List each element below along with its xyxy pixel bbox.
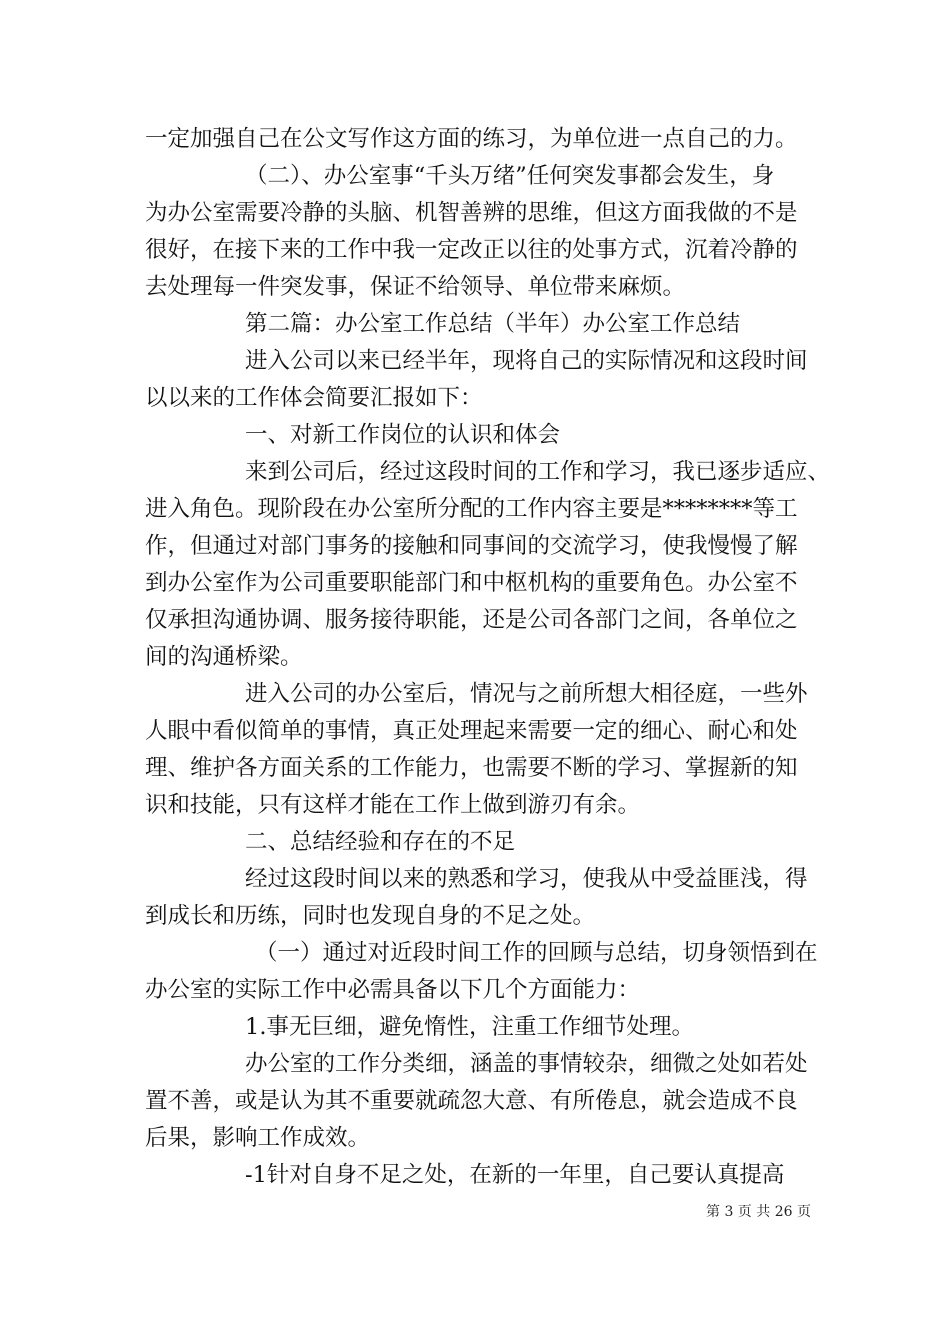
section-heading: 第二篇：办公室工作总结（半年）办公室工作总结 <box>245 311 741 337</box>
text-line: 经过这段时间以来的熟悉和学习，使我从中受益匪浅，得 <box>245 866 808 892</box>
text-line: 仅承担沟通协调、服务接待职能，还是公司各部门之间，各单位之 <box>145 607 798 633</box>
text-line: 来到公司后，经过这段时间的工作和学习，我已逐步适应、 <box>245 459 831 485</box>
text-line: 很好，在接下来的工作中我一定改正以往的处事方式，沉着冷静的 <box>145 237 798 263</box>
text-line: -1针对自身不足之处，在新的一年里，自己要认真提高 <box>245 1162 785 1188</box>
text-line: 办公室的工作分类细，涵盖的事情较杂，细微之处如若处 <box>245 1051 808 1077</box>
text-line: 置不善，或是认为其不重要就疏忽大意、有所倦息，就会造成不良 <box>145 1088 798 1114</box>
text-line: 作，但通过对部门事务的接触和同事间的交流学习，使我慢慢了解 <box>145 533 798 559</box>
text-line: 人眼中看似简单的事情，真正处理起来需要一定的细心、耐心和处 <box>145 718 798 744</box>
page-number-footer: 第 3 页 共 26 页 <box>706 1204 811 1220</box>
text-line: 进入公司以来已经半年，现将自己的实际情况和这段时间 <box>245 348 808 374</box>
text-line: 进入公司的办公室后，情况与之前所想大相径庭，一些外 <box>245 681 808 707</box>
text-line: 后果，影响工作成效。 <box>145 1125 371 1151</box>
text-line: 去处理每一件突发事，保证不给领导、单位带来麻烦。 <box>145 274 686 300</box>
text-line: 到成长和历练，同时也发现自身的不足之处。 <box>145 903 596 929</box>
text-line: 间的沟通桥梁。 <box>145 644 303 670</box>
list-item: 1.事无巨细，避免惰性，注重工作细节处理。 <box>245 1014 694 1040</box>
text-line: （二）、办公室事“千头万绪”任何突发事都会发生，身 <box>245 163 775 189</box>
subheading: 二、总结经验和存在的不足 <box>245 829 516 855</box>
text-line: 为办公室需要冷静的头脑、机智善辨的思维，但这方面我做的不是 <box>145 200 798 226</box>
text-line: 到办公室作为公司重要职能部门和中枢机构的重要角色。办公室不 <box>145 570 798 596</box>
text-line: 办公室的实际工作中必需具备以下几个方面能力： <box>145 977 641 1003</box>
text-line: 一定加强自己在公文写作这方面的练习，为单位进一点自己的力。 <box>145 126 798 152</box>
text-line: 进入角色。现阶段在办公室所分配的工作内容主要是********等工 <box>145 496 798 522</box>
text-line: 以以来的工作体会简要汇报如下： <box>145 385 483 411</box>
text-line: 理、维护各方面关系的工作能力，也需要不断的学习、掌握新的知 <box>145 755 798 781</box>
text-line: （一）通过对近段时间工作的回顾与总结，切身领悟到在 <box>255 940 818 966</box>
text-line: 识和技能，只有这样才能在工作上做到游刃有余。 <box>145 792 641 818</box>
subheading: 一、对新工作岗位的认识和体会 <box>245 422 561 448</box>
